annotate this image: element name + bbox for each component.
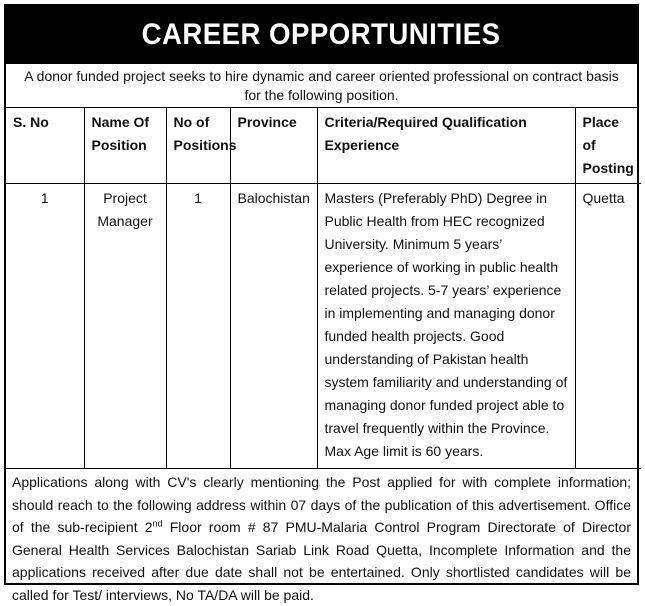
- instructions-text-part2: Floor room # 87 PMU-Malaria Control Program Directorate of Director General Health Services Balochistan Sariab Link Road Quetta, Incomplete Information and the applications received after due date shall not be entertained. Only shortlisted candidates will be called for Test/ interviews, No TA/DA will be paid.: [12, 519, 631, 603]
- header-posting: Place of Posting: [575, 108, 641, 184]
- age-limit-text: Max Age limit is 60 years.: [324, 443, 484, 459]
- header-sno: S. No: [6, 108, 84, 184]
- cell-sno: 1: [6, 184, 84, 469]
- instructions-text-part1: Applications along with CV's clearly mentioning the Post applied for with complete information; should reach to the following address within 07 days of the publication of this advertisement. Office of the sub-recipient 2: [12, 474, 631, 535]
- cell-positions-count: 1: [166, 184, 230, 469]
- cell-province: Balochistan: [230, 184, 317, 469]
- positions-table: [6, 108, 641, 469]
- header-positions-count: No of Positions: [166, 108, 230, 184]
- job-advertisement: [4, 4, 639, 603]
- title-banner: [6, 6, 637, 64]
- criteria-text: Masters (Preferably PhD) Degree in Public Health from HEC recognized University. Minimum 5 years’ experience of working in public health related projects. 5-7 years’ experience in implementing and managing donor funded health projects. Good understanding of Pakistan health system familiarity and understanding of managing donor funded project able to travel frequently within the Province.: [324, 190, 568, 436]
- application-instructions: [6, 468, 637, 606]
- header-province: Province: [230, 108, 317, 184]
- header-position: Name Of Position: [84, 108, 166, 184]
- cell-posting: Quetta: [575, 184, 641, 469]
- header-criteria: Criteria/Required Qualification Experience: [317, 108, 575, 184]
- intro-text: A donor funded project seeks to hire dynamic and career oriented professional on contract basis for the following position.: [6, 64, 637, 108]
- table-row: [6, 184, 641, 469]
- cell-criteria: [317, 184, 575, 469]
- cell-position: Project Manager: [84, 184, 166, 469]
- ordinal-superscript: nd: [152, 518, 163, 529]
- page-title: CAREER OPPORTUNITIES: [142, 18, 501, 51]
- table-header-row: [6, 108, 641, 184]
